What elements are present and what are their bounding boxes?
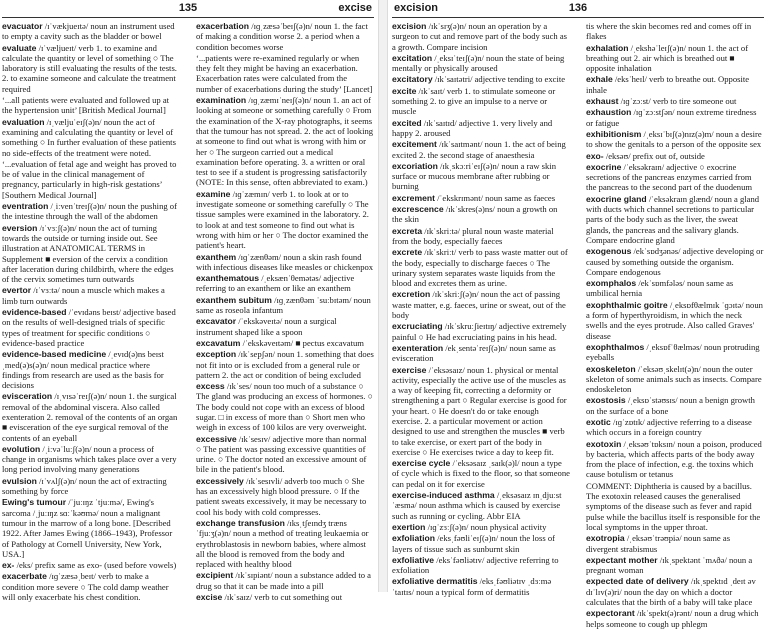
dictionary-entry — [196, 434, 374, 475]
definition-text: /ˌiːvenˈtreɪʃ(ə)n/ noun the pushing of the intestine through the wall of the abdomen — [2, 201, 177, 222]
headword: eventration — [2, 201, 49, 212]
headword: Ewing's tumour — [2, 497, 67, 508]
dictionary-entry — [586, 107, 764, 128]
running-head — [392, 0, 764, 18]
definition-text: /ɪkˈskruːʃieɪtɪŋ/ adjective extremely painful ○ He had excruciating pains in his head. — [392, 321, 567, 342]
headword: exenteration — [392, 342, 444, 353]
dictionary-entry — [392, 533, 570, 554]
definition-text: /ˌeksəʊˈtrəʊpiə/ noun same as divergent strabismus — [586, 533, 731, 554]
headword: excitatory — [392, 74, 433, 85]
definition-text: /ɪkˈsepʃən/ noun 1. something that does not fit into or is excluded from a general rule or pattern 2. the act or condition of being excluded — [196, 349, 374, 380]
definition-text: /ɪkˈspekt(ə)rənt/ noun a drug which helps someone to cough up phlegm — [586, 608, 759, 629]
dictionary-entry — [2, 444, 180, 475]
headword: evulsion — [2, 475, 37, 486]
definition-text: /ɪkˈsesɪv/ adjective more than normal ○ The patient was passing excessive quantities of urine. ○ The doctor noted an excessive amount of bile in the patient's blood. — [196, 433, 367, 475]
definition-text: /ɪɡˌzænθəm ˈsuːbɪtəm/ noun same as roseola infantum — [196, 294, 371, 316]
headword: exanthem subitum — [196, 294, 272, 305]
dictionary-entry — [586, 300, 764, 341]
headword: exotic — [586, 416, 611, 427]
definition-text: /ɪˈvɜːtə/ noun a muscle which makes a limb turn outwards — [2, 285, 165, 306]
dictionary-entry — [586, 194, 764, 245]
definition-text: /ɪkˈskres(ə)ns/ noun a growth on the skin — [392, 204, 558, 225]
dictionary-entry — [2, 43, 180, 94]
definition-text: /ɪkˈsesɪvli/ adverb too much ○ She has an excessively high blood pressure. ○ If the patient sweats excessively, it may be necessary to cool his body with cold compresses. — [196, 475, 367, 517]
definition-text: /ˈeksəsaɪz/ noun 1. physical or mental activity, especially the active use of the muscles as a way of keeping fit, correcting a deformity or strengthening a part ○ Regular exercise is good for your heart. ○ He doesn't do or take enough exercise. 2. a particular movement or action designed to use and strengthen the muscles ■ verb to take exercise, or exert part of the body in exercise ○ He exercises twice a day to keep fit. — [392, 364, 567, 457]
definition-text: ‘...all patients were evaluated and followed up at the hypertension unit’ [British Medical Journal] — [2, 95, 170, 116]
dictionary-entry — [392, 204, 570, 225]
definition-text: /ˈevɪdəns beɪst/ adjective based on the results of well-designed trials of specific types of treatment for specific conditions ○ evidence-based practice — [2, 307, 176, 348]
headword: excavator — [196, 316, 237, 327]
definition-text: /ɪkˈsɪpiənt/ noun a substance added to a drug so that it can be made into a pill — [196, 570, 371, 591]
headword: evidence-based medicine — [2, 349, 107, 360]
definition-text: /ˌevɪd(ə)ns beɪst ˌmed(ə)s(ə)n/ noun medical practice where findings from research are used as the basis for decisions — [2, 349, 164, 391]
dictionary-entry — [392, 247, 570, 288]
headword: excrement — [392, 192, 435, 203]
definition-text: /ɪɡˈzɒtɪk/ adjective referring to a disease which occurs in a foreign country — [586, 416, 752, 438]
dictionary-entry — [2, 117, 180, 158]
dictionary-entry — [2, 223, 180, 285]
headword: evacuator — [2, 21, 43, 31]
headword: expectant mother — [586, 554, 658, 565]
dictionary-entry — [196, 252, 374, 273]
headword: exhale — [586, 74, 613, 85]
headword: exocrine — [586, 161, 622, 172]
dictionary-entry — [2, 571, 180, 602]
definition-text: /ɪkˌspektənt ˈmʌðə/ noun a pregnant woman — [586, 554, 753, 576]
definition-text: /ɪkˈsaɪtətri/ adjective tending to excite — [434, 74, 566, 85]
dictionary-entry — [586, 246, 764, 277]
definition-text: /ˌeksəsaɪz ɪnˌdjuːst ˈæsmə/ noun asthma which is caused by exercise such as running or cycling. Abbr EIA — [392, 490, 562, 521]
definition-text: /ɪɡˈzænθəm/ noun a skin rash found with infectious diseases like measles or chickenpox — [196, 251, 374, 272]
definition-text: /ˌeksænˈθemətəs/ adjective referring to an exanthem or like an exanthem — [196, 273, 355, 294]
definition-text: /ɪkˈsɪʒ(ə)n/ noun an operation by a surgeon to cut and remove part of the body such as a growth. Compare incision — [392, 21, 568, 52]
headword: excess — [196, 381, 225, 392]
column-left — [2, 21, 180, 603]
dictionary-entry — [2, 476, 180, 497]
definition-text: /ˌeksɪˈbɪʃ(ə)nɪz(ə)m/ noun a desire to show the genitals to a person of the opposite sex — [586, 128, 762, 150]
dictionary-entry — [586, 555, 764, 576]
definition-text: /ɪɡˌzæmɪˈneɪʃ(ə)n/ noun 1. an act of looking at someone or something carefully ○ From the examination of the X-ray photographs, it seems that the tumour has not spread. 2. the act of looking at someone to find out what is wrong with him or her ○ The surgeon carried out a medical examination before operating. 3. a written or oral test to see if a student is progressing satisfactorily (NOTE: In this sense, often abbreviated to exam.) — [196, 95, 374, 188]
headword: exception — [196, 349, 237, 360]
dictionary-entry — [392, 522, 570, 532]
definition-text: /ɪˈvækjueɪtə/ noun an instrument used to empty a cavity such as the bladder or bowel — [2, 21, 175, 42]
headword: evaluation — [2, 116, 45, 127]
headword: exanthem — [196, 251, 237, 262]
definition-text: /ˈekskrɪmənt/ noun same as faeces — [437, 192, 556, 203]
dictionary-entry — [392, 193, 570, 203]
columns — [392, 18, 764, 629]
definition-text: /ˈekskəveɪtəm/ ■ pectus excavatum — [242, 337, 364, 348]
definition-text: /ekˈsɒdʒənəs/ adjective developing or caused by something outside the organism. Compare endogenous — [586, 246, 764, 277]
dictionary-entry — [392, 555, 570, 576]
dictionary-entry — [392, 289, 570, 320]
dictionary-entry — [2, 349, 180, 390]
headword: expected date of delivery — [586, 576, 689, 587]
dictionary-entry — [586, 395, 764, 416]
headword: excrete — [392, 247, 423, 258]
page-number: 135 — [178, 2, 198, 14]
dictionary-entry — [392, 86, 570, 117]
definition-text: /ˌekshəˈleɪʃ(ə)n/ noun 1. the act of breathing out 2. air which is breathed out ■ opposite inhalation — [586, 42, 749, 74]
guide-word: excision — [394, 2, 439, 14]
definition-text: /ˌeksəʊˈtɒksɪn/ noun a poison, produced by bacteria, which affects parts of the body away from the place of infection, e.g. the toxins which cause botulism or tetanus — [586, 438, 762, 480]
definition-text: /ɪkˈskriːt/ verb to pass waste matter out of the body, especially to discharge faeces ○ The urinary system separates waste liquids from the blood and excretes them as urine. — [392, 247, 568, 289]
headword: exercise cycle — [392, 458, 451, 469]
headword: excoriation — [392, 160, 438, 171]
headword: exercise-induced asthma — [392, 490, 495, 501]
definition-text: /ɪɡˈzɜːʃ(ə)n/ noun physical activity — [427, 521, 547, 532]
dictionary-entry — [392, 118, 570, 139]
headword: excipient — [196, 570, 234, 581]
headword: exacerbation — [196, 21, 250, 31]
definition-text: /ˌeksɒˈstəʊsɪs/ noun a benign growth on the surface of a bone — [586, 395, 755, 416]
headword: exchange transfusion — [196, 517, 285, 528]
definition-text: /ekˈsɒmfələs/ noun same as umbilical hernia — [586, 278, 734, 299]
definition-text: /ˌiːvəˈluːʃ(ə)n/ noun a process of change in organisms which takes place over a very long period involving many generations — [2, 443, 177, 475]
headword: exertion — [392, 521, 426, 532]
dictionary-entry — [196, 53, 374, 94]
definition-text: /eksəʊ/ prefix out of, outside — [605, 150, 705, 161]
headword: excitement — [392, 139, 437, 150]
columns — [2, 18, 374, 603]
headword: examination — [196, 95, 247, 106]
headword: evidence-based — [2, 307, 67, 318]
dictionary-entry — [196, 338, 374, 348]
dictionary-entry — [586, 439, 764, 480]
definition-text: /ɪˈvɜːʃ(ə)n/ noun the act of turning towards the outside or turning inside out. See illustration at ANATOMICAL TERMS in Supplement ■ eversion of the cervix a condition after laceration during childbirth, where the edges of the cervix sometimes turn outwards — [2, 222, 174, 285]
headword: excise — [196, 592, 223, 603]
gutter — [378, 0, 388, 592]
headword: exocrine gland — [586, 193, 647, 204]
left-page — [2, 0, 374, 603]
headword: evolution — [2, 443, 41, 454]
headword: ex- — [2, 560, 15, 571]
definition-text: /ɪkˈsaɪtɪd/ adjective 1. very lively and happy 2. aroused — [392, 117, 553, 138]
definition-text: /ɪksˌtʃeɪndʒ trænsˈfjuːʒ(ə)n/ noun a method of treating leukaemia or erythroblastosis in newborn babies, where almost all the blood is removed from the body and replaced with healthy blood — [196, 517, 369, 570]
dictionary-entry — [196, 349, 374, 380]
definition-text: /ekˌsentəˈreɪʃ(ə)n/ noun same as evisceration — [392, 342, 556, 364]
definition-text: /ɪɡˌzæsəˈbeɪʃ(ə)n/ noun 1. the fact of making a condition worse 2. a period when a condition becomes worse — [196, 21, 368, 52]
headword: excavatum — [196, 337, 241, 348]
dictionary-entry — [196, 21, 374, 52]
headword: exanthematous — [196, 273, 260, 284]
headword: exhibitionism — [586, 128, 642, 139]
dictionary-entry — [2, 21, 180, 42]
definition-text: /ˌeksɒfˈθælməs/ noun protruding eyeballs — [586, 341, 760, 363]
definition-text: /ɪkˈsaɪtmənt/ noun 1. the act of being excited 2. the second stage of anaesthesia — [392, 139, 566, 160]
column-right — [196, 21, 374, 603]
definition-text: /ɪɡˈzæmɪn/ verb 1. to look at or to investigate someone or something carefully ○ The tissue samples were examined in the laboratory. 2. to look at and test someone to find out what is wrong with him or her ○ The doctor examined the patient's heart. — [196, 188, 369, 251]
definition-text: /eksˌfəʊliˈeɪʃ(ə)n/ noun the loss of layers of tissue such as sunburnt skin — [392, 533, 555, 554]
definition-text: /ˈeksəsaɪz ˌsaɪk(ə)l/ noun a type of cycle which is fixed to the floor, so that someone can pedal on it for exercise — [392, 458, 570, 489]
dictionary-entry — [586, 278, 764, 299]
column-right — [586, 21, 764, 629]
page-number: 136 — [568, 2, 588, 14]
headword: exfoliative — [392, 554, 435, 565]
definition-text: /ɪkˈses/ noun too much of a substance ○ The gland was producing an excess of hormones. ○ The body could not cope with an excess of blood sugar. □ in excess of more than ○ Short men who weigh in excess of 100 kilos are very overweight. — [196, 381, 373, 433]
dictionary-entry — [392, 458, 570, 489]
dictionary-entry — [196, 189, 374, 251]
definition-text: /ɪkˈsaɪz/ verb to cut something out — [224, 592, 343, 603]
dictionary-entry — [392, 226, 570, 247]
dictionary-entry — [392, 343, 570, 364]
definition-text: ‘...evaluation of fetal age and weight has proved to be of value in the clinical management of pregnancy, particularly in high-risk gestations’ [Southern Medical Journal] — [2, 158, 177, 200]
headword: excruciating — [392, 321, 443, 332]
headword: eversion — [2, 222, 38, 233]
definition-text: /ɪɡˈzæsəˌbeɪt/ verb to make a condition more severe ○ The cold damp weather will only exacerbate his chest condition. — [2, 571, 169, 603]
definition-text: /ɪkˈskriːtə/ plural noun waste material from the body, especially faeces — [392, 225, 554, 246]
dictionary-entry — [2, 497, 180, 559]
dictionary-entry — [586, 608, 764, 629]
headword: exotropia — [586, 533, 625, 544]
definition-text: /ɪkˈskriːʃ(ə)n/ noun the act of passing waste matter, e.g. faeces, urine or sweat, out of the body — [392, 289, 566, 321]
headword: excision — [392, 21, 427, 31]
headword: excited — [392, 117, 422, 128]
dictionary-entry — [196, 518, 374, 569]
definition-text: /ɪˌvɪsəˈreɪʃ(ə)n/ noun 1. the surgical removal of the abdominal viscera. Also called exenteration 2. removal of the contents of an organ ■ evisceration of the eye surgical removal of the contents of an eyeball — [2, 391, 178, 443]
definition-text: /ˈeksəkraɪn glænd/ noun a gland with ducts which channel secretions to particular parts of the body such as the liver, the sweat glands, the pancreas and the salivary glands. Compare endocrine gland — [586, 193, 760, 245]
headword: exomphalos — [586, 278, 637, 289]
right-page — [392, 0, 764, 629]
dictionary-entry — [392, 365, 570, 458]
dictionary-entry — [196, 273, 374, 294]
headword: exfoliative dermatitis — [392, 576, 478, 587]
headword: excessively — [196, 475, 244, 486]
headword: excretion — [392, 289, 431, 300]
dictionary-entry — [586, 162, 764, 193]
dictionary-entry — [586, 21, 764, 42]
headword: exfoliation — [392, 533, 435, 544]
headword: excite — [392, 85, 417, 96]
dictionary-entry — [586, 74, 764, 95]
definition-text: /ˈjuːɪŋz ˈtjuːmə/, Ewing's sarcoma /ˌjuːɪŋz sɑːˈkəʊmə/ noun a malignant tumour in the marrow of a long bone. [Described 1922. After James Ewing (1866–1943), Professor of Pathology at Cornell University, New York, USA.] — [2, 497, 173, 559]
dictionary-entry — [392, 21, 570, 52]
definition-text: /ɪˌvæljuˈeɪʃ(ə)n/ noun the act of examining and calculating the quantity or level of something ○ In further evaluation of these patients no side-effects of the treatment were noted. — [2, 116, 176, 158]
dictionary-entry — [392, 139, 570, 160]
guide-word: excise — [338, 2, 372, 14]
running-head — [2, 0, 374, 18]
definition-text: /ˌeksɪˈteɪʃ(ə)n/ noun the state of being mentally or physically aroused — [392, 52, 565, 74]
headword: exhaust — [586, 96, 619, 107]
headword: exercise — [392, 364, 427, 375]
dictionary-entry — [2, 201, 180, 222]
definition-text: /eksˈheɪl/ verb to breathe out. Opposite inhale — [586, 74, 750, 95]
dictionary-entry — [586, 481, 764, 532]
dictionary-entry — [196, 95, 374, 188]
definition-text: tis where the skin becomes red and comes off in flakes — [586, 21, 752, 42]
headword: exotoxin — [586, 438, 622, 449]
dictionary-entry — [2, 391, 180, 442]
dictionary-entry — [196, 592, 374, 602]
headword: evertor — [2, 285, 32, 296]
dictionary-entry — [196, 381, 374, 432]
headword: exacerbate — [2, 571, 47, 582]
headword: excessive — [196, 433, 237, 444]
headword: exophthalmos — [586, 341, 645, 352]
definition-text: ‘...patients were re-examined regularly or when they felt they might be having an exacerbation. Exacerbation rates were calculated from the number of exacerbations during the study’ [Lancet] — [196, 52, 373, 94]
dictionary-entry — [586, 151, 764, 161]
definition-text: /ɪˈvæljueɪt/ verb 1. to examine and calculate the quantity or level of something ○ The laboratory is still evaluating the results of the tests. 2. to examine someone and calculate the treatment required — [2, 42, 177, 94]
headword: evisceration — [2, 391, 53, 402]
definition-text: /ˈeksəʊˌskelɪt(ə)n/ noun the outer skeleton of some animals such as insects. Compare endoskeleton — [586, 363, 762, 395]
dictionary-entry — [196, 476, 374, 517]
dictionary-entry — [392, 53, 570, 74]
definition-text: /eks/ prefix same as exo- (used before vowels) — [16, 560, 177, 571]
dictionary-entry — [2, 560, 180, 570]
dictionary-entry — [392, 74, 570, 84]
definition-text: /ɪkˌspektɪd ˌdeɪt əv dɪˈlɪv(ə)ri/ noun the day on which a doctor calculates that the birth of a baby will take place — [586, 576, 756, 608]
dictionary-entry — [586, 576, 764, 607]
dictionary-entry — [2, 95, 180, 116]
definition-text: /ɪkˈsaɪt/ verb 1. to stimulate someone or something 2. to give an impulse to a nerve or muscle — [392, 85, 556, 117]
column-left — [392, 21, 570, 597]
definition-text: /eksˈfəʊliətɪv/ adjective referring to exfoliation — [392, 554, 559, 576]
dictionary-entry — [392, 576, 570, 597]
headword: exogenous — [586, 246, 632, 257]
headword: examine — [196, 188, 231, 199]
definition-text: /ɪkˌskɔːriˈeɪʃ(ə)n/ noun a raw skin surface or mucous membrane after rubbing or burning — [392, 160, 556, 192]
dictionary-entry — [196, 295, 374, 316]
dictionary-entry — [196, 316, 374, 337]
definition-text: /ˈekskəveɪtə/ noun a surgical instrument shaped like a spoon — [196, 316, 337, 337]
headword: exophthalmic goitre — [586, 299, 668, 310]
definition-text: /eksˌfəʊliətɪv ˌdɜːməˈtaɪtɪs/ noun a typical form of dermatitis — [392, 576, 552, 597]
headword: expectorant — [586, 608, 635, 619]
dictionary-entry — [2, 159, 180, 200]
headword: exhaustion — [586, 107, 632, 118]
headword: evaluate — [2, 42, 37, 53]
headword: exostosis — [586, 395, 626, 406]
definition-text: COMMENT: Diphtheria is caused by a bacillus. The exotoxin released causes the generalised symptoms of the disease such as fever and rapid pulse while the bacillus itself is responsible for the local symptoms in the upper throat. — [586, 480, 761, 532]
dictionary-entry — [586, 342, 764, 363]
definition-text: /ɪˈvʌlʃ(ə)n/ noun the act of extracting something by force — [2, 475, 167, 497]
definition-text: /ɪɡˈzɔːstʃən/ noun extreme tiredness or fatigue — [586, 107, 757, 128]
dictionary-entry — [586, 417, 764, 438]
headword: excreta — [392, 225, 423, 236]
headword: exoskeleton — [586, 363, 636, 374]
dictionary-entry — [586, 533, 764, 554]
headword: excrescence — [392, 204, 444, 215]
dictionary-entry — [586, 129, 764, 150]
definition-text: /ˈeksəkraɪn/ adjective ○ exocrine secretions of the pancreas enzymes carried from the pancreas to the second part of the duodenum — [586, 161, 753, 193]
dictionary-entry — [392, 490, 570, 521]
headword: exo- — [586, 150, 604, 161]
dictionary-entry — [196, 570, 374, 591]
dictionary-entry — [586, 364, 764, 395]
dictionary-entry — [392, 161, 570, 192]
dictionary-entry — [392, 321, 570, 342]
dictionary-entry — [2, 285, 180, 306]
definition-text: /ˌeksɒfθælmɪk ˈɡɔɪtə/ noun a form of hyperthyroidism, in which the neck swells and the eyes protrude. Also called Graves' disease — [586, 299, 763, 341]
definition-text: /ɪɡˈzɔːst/ verb to tire someone out — [620, 96, 737, 107]
dictionary-entry — [2, 307, 180, 348]
dictionary-entry — [586, 96, 764, 106]
dictionary-entry — [586, 43, 764, 74]
headword: exhalation — [586, 42, 629, 53]
headword: excitation — [392, 52, 433, 63]
